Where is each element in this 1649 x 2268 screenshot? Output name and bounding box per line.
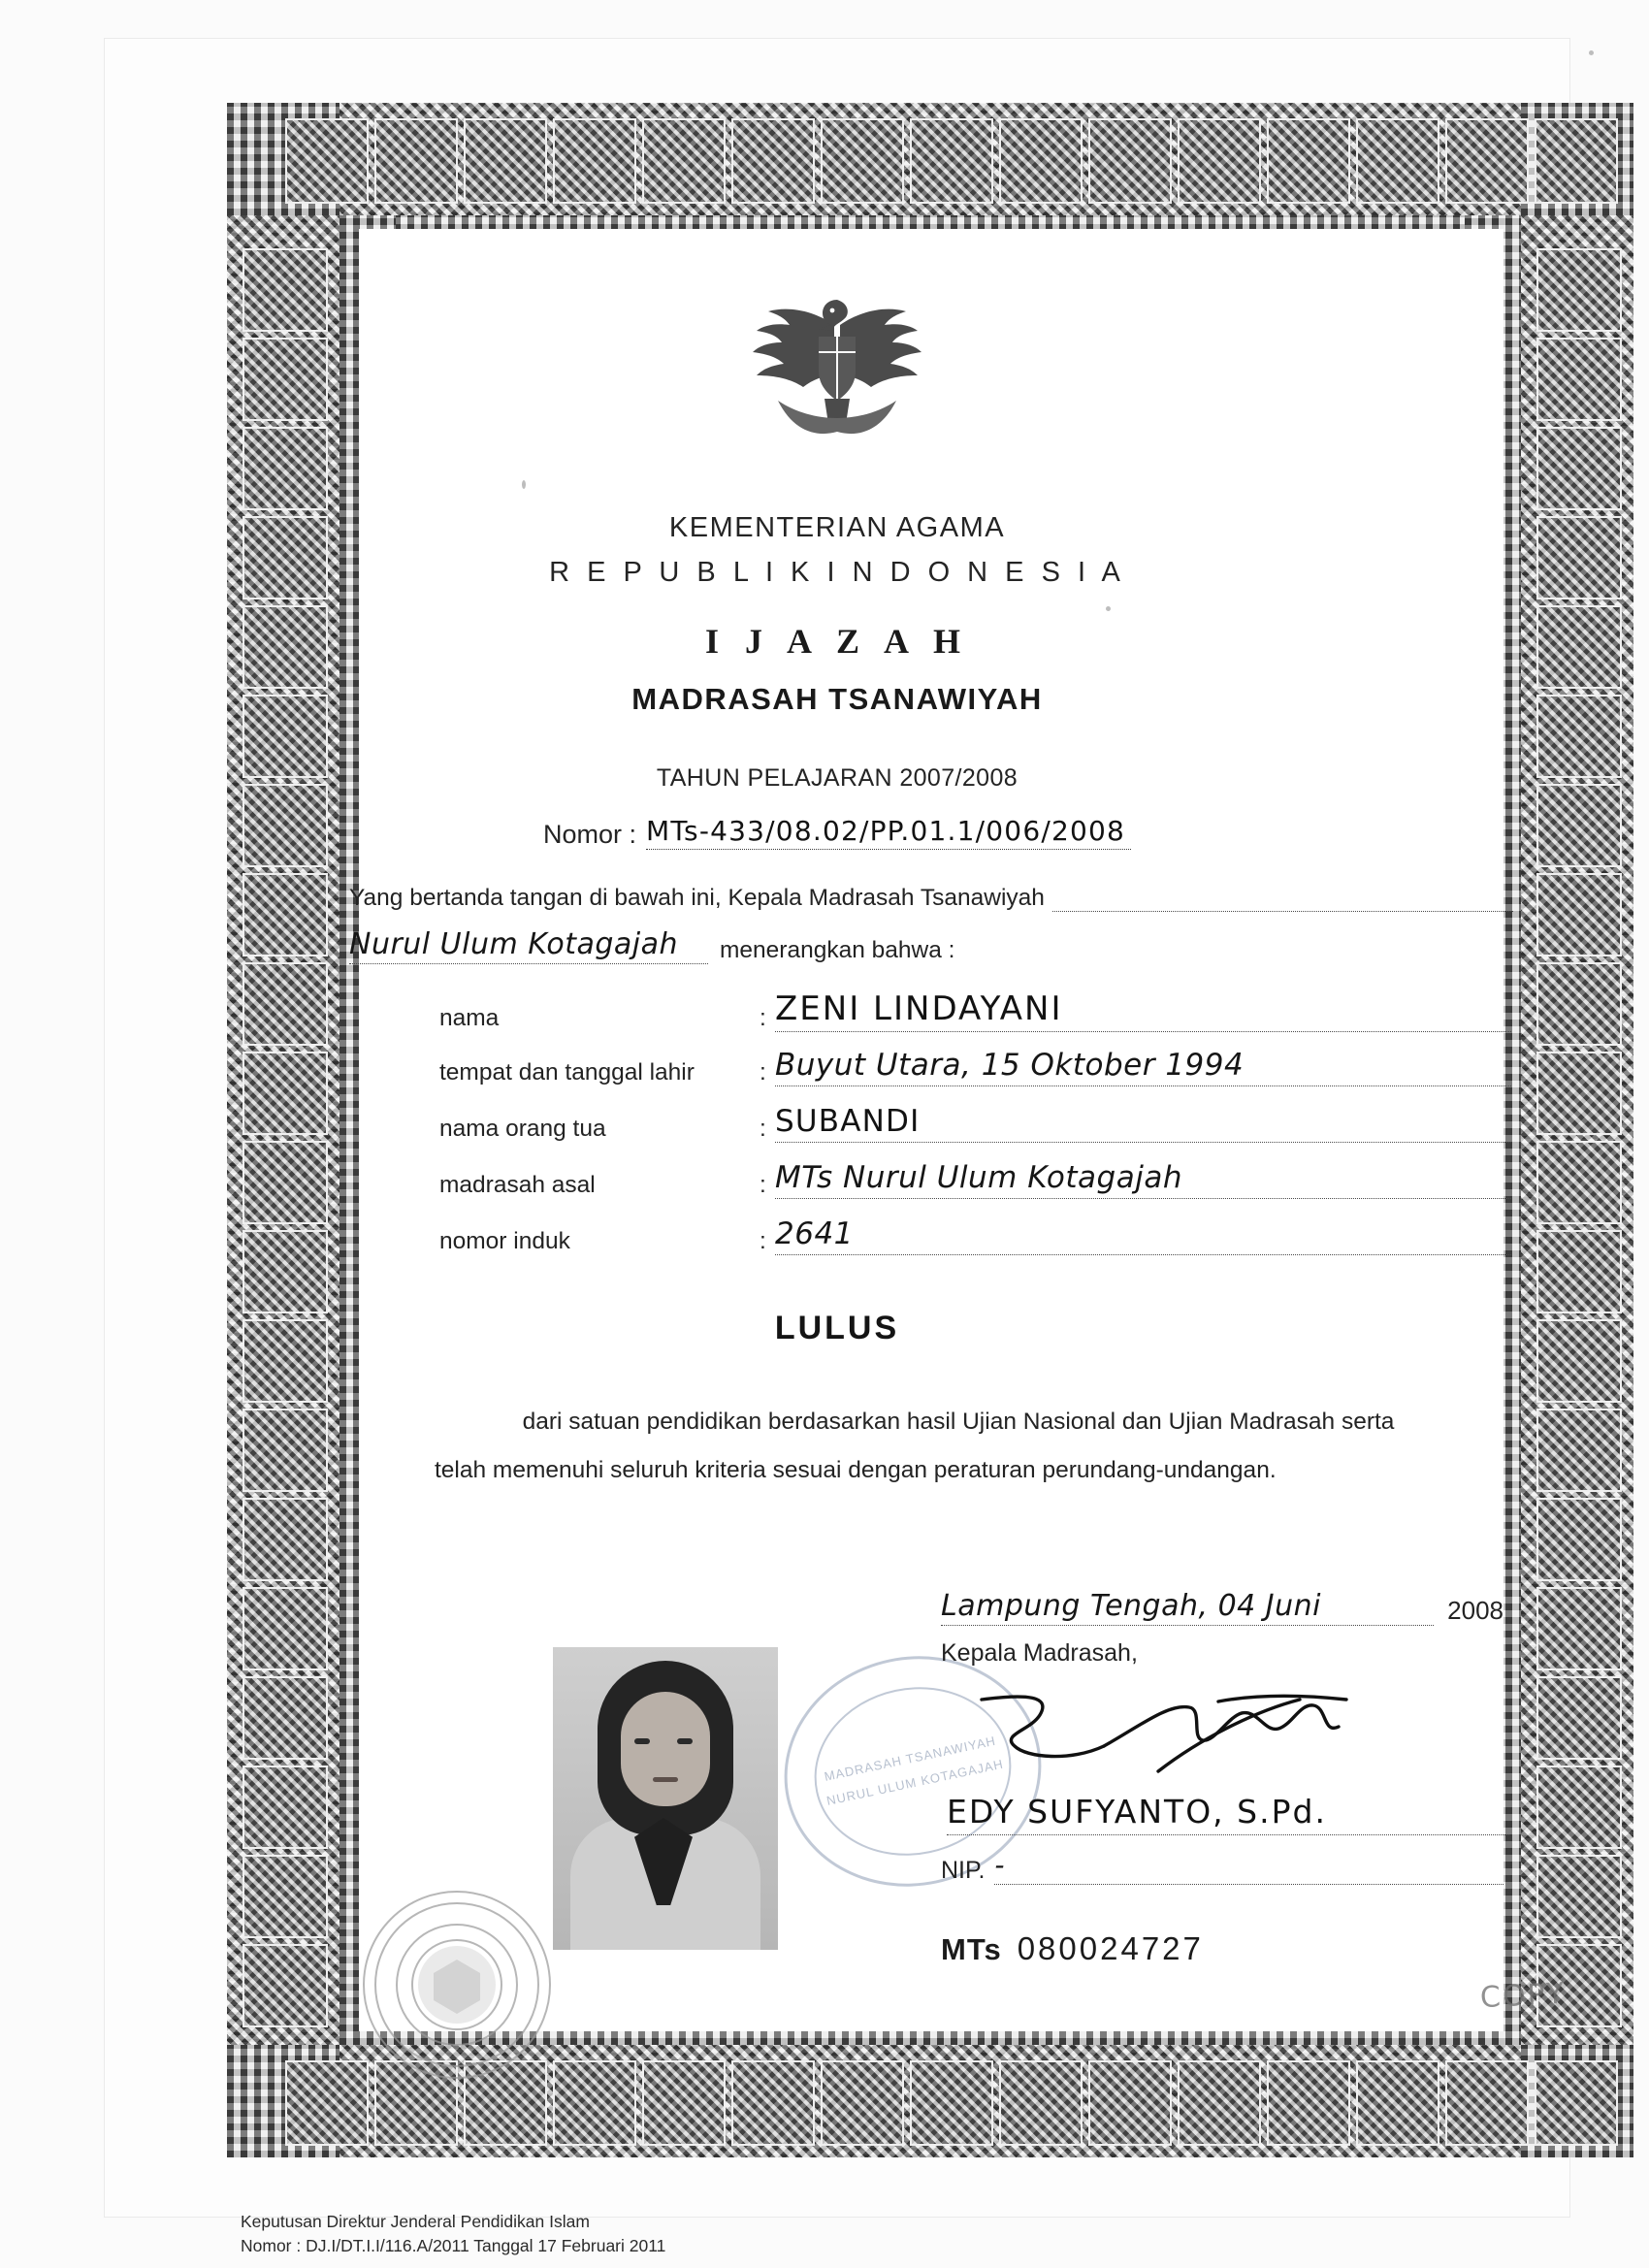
field-label-nomor-induk: nomor induk	[439, 1228, 570, 1254]
nip-row	[941, 1849, 1504, 1885]
field-colon-nama: :	[760, 1005, 766, 1031]
issue-year: 2008	[1447, 1596, 1504, 1625]
education-level: MADRASAH TSANAWIYAH	[631, 682, 1043, 716]
field-colon-nomor-induk: :	[760, 1228, 766, 1254]
certificate-paper	[105, 39, 1569, 2256]
field-colon-madrasah-asal: :	[760, 1172, 766, 1198]
field-value-madrasah-asal: MTs Nurul Ulum Kotagajah	[775, 1160, 1511, 1199]
field-colon-nama-orang-tua: :	[760, 1116, 766, 1142]
footer-line-2: Nomor : DJ.I/DT.I.I/116.A/2011 Tanggal 17 Februari 2011	[241, 2236, 666, 2256]
field-colon-tempat-tanggal-lahir: :	[760, 1059, 766, 1085]
paragraph-line-2: telah memenuhi seluruh kriteria sesuai dengan peraturan perundang-undangan.	[435, 1457, 1277, 1483]
scan-speck	[522, 480, 526, 489]
certificate-number-label: Nomor :	[542, 820, 637, 849]
serial-number: 080024727	[1017, 1930, 1204, 1966]
field-value-nomor-induk: 2641	[775, 1216, 1511, 1255]
result-status: LULUS	[774, 1310, 900, 1346]
signature-mark	[958, 1678, 1405, 1785]
school-name-line	[349, 927, 1513, 964]
field-row-nomor-induk	[439, 1216, 1511, 1255]
certificate-number-row	[105, 815, 1569, 850]
signer-name: EDY SUFYANTO, S.Pd.	[947, 1793, 1509, 1835]
field-label-nama: nama	[439, 1005, 500, 1031]
nip-label: NIP.	[941, 1857, 986, 1884]
menerangkan-text: menerangkan bahwa :	[720, 937, 955, 963]
field-row-madrasah-asal	[439, 1160, 1511, 1199]
place-date-row	[941, 1589, 1504, 1626]
footer-line-1: Keputusan Direktur Jenderal Pendidikan Islam	[241, 2212, 590, 2231]
field-value-nama-orang-tua: SUBANDI	[775, 1104, 1511, 1143]
certificate-number-value: MTs-433/08.02/PP.01.1/006/2008	[646, 815, 1131, 850]
field-label-madrasah-asal: madrasah asal	[439, 1172, 596, 1198]
serial-prefix: MTs	[941, 1932, 1002, 1966]
intro-text: Yang bertanda tangan di bawah ini, Kepala Madrasah Tsanawiyah	[349, 885, 1045, 911]
school-year: TAHUN PELAJARAN 2007/2008	[656, 764, 1018, 792]
footer-legal-reference	[241, 2210, 665, 2259]
field-row-tempat-tanggal-lahir	[439, 1048, 1511, 1086]
school-name-value: Nurul Ulum Kotagajah	[349, 927, 708, 964]
field-label-nama-orang-tua: nama orang tua	[439, 1116, 606, 1142]
official-stamp-text: MADRASAH TSANAWIYAH NURUL ULUM KOTAGAJAH	[823, 1733, 1005, 1808]
document-title: I J A Z A H	[704, 622, 970, 661]
place-and-date-value: Lampung Tengah, 04 Juni	[941, 1589, 1434, 1626]
ministry-line-1: KEMENTERIAN AGAMA	[668, 512, 1006, 543]
scan-speck	[1589, 50, 1594, 55]
garuda-emblem-icon	[735, 286, 939, 437]
intro-text-line	[349, 885, 1513, 912]
embossed-seal-icon	[349, 1888, 565, 2082]
ministry-line-2: R E P U B L I K I N D O N E S I A	[549, 557, 1125, 588]
field-row-nama	[439, 989, 1511, 1032]
student-photo	[553, 1647, 778, 1950]
nip-value: -	[994, 1849, 1504, 1885]
field-value-tempat-tanggal-lahir: Buyut Utara, 15 Oktober 1994	[775, 1048, 1511, 1086]
field-value-nama: ZENI LINDAYANI	[775, 989, 1511, 1032]
serial-row	[941, 1930, 1204, 1967]
signer-role-label: Kepala Madrasah,	[941, 1639, 1138, 1667]
field-row-nama-orang-tua	[439, 1104, 1511, 1143]
border-blocks-top	[285, 118, 1618, 204]
field-label-tempat-tanggal-lahir: tempat dan tanggal lahir	[439, 1059, 695, 1085]
intro-dotted-fill	[1052, 891, 1513, 912]
scan-speck	[1106, 606, 1111, 611]
copy-watermark: COPY	[1479, 1976, 1568, 2016]
paragraph-line-1: dari satuan pendidikan berdasarkan hasil Ujian Nasional dan Ujian Madrasah serta	[522, 1409, 1395, 1435]
